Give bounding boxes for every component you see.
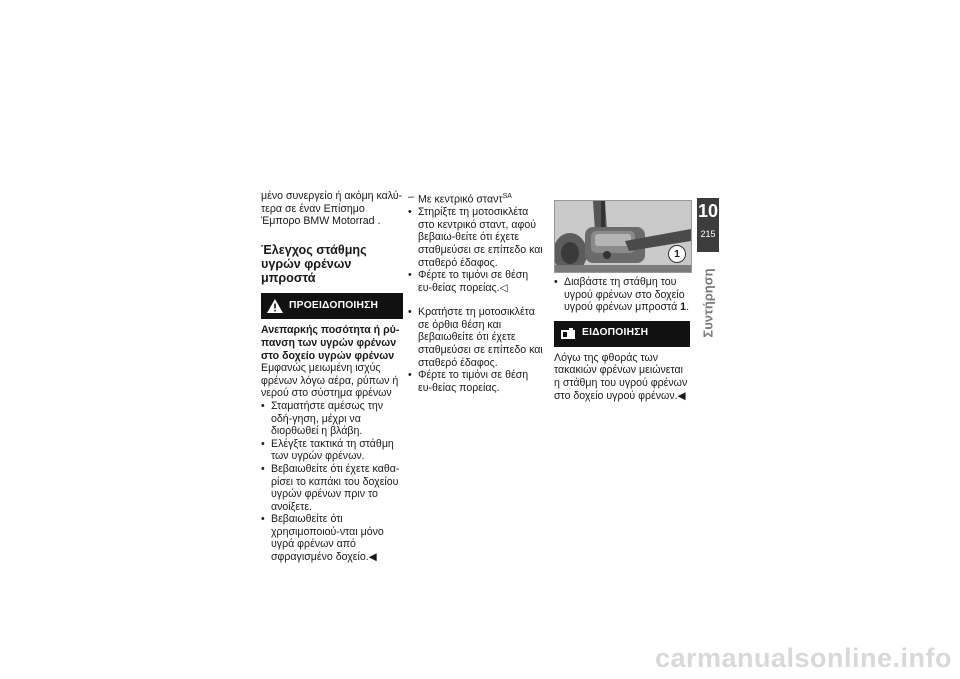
warning-label: ΠΡΟΕΙΔΟΠΟΙΗΣΗ <box>289 300 379 312</box>
warning-banner <box>261 293 403 319</box>
read-level-end: . <box>686 301 690 314</box>
list-item: • Φέρτε το τιμόνι σε θέση ευ-θείας πορείας.◁ <box>408 269 545 294</box>
read-level-text: Διαβάστε τη στάθμη του υγρού φρένων στο δοχείο υγρού φρένων μπροστά <box>564 276 685 314</box>
section-heading: Έλεγχος στάθμης υγρών φρένων μπροστά <box>261 242 367 286</box>
callout-ref: 1 <box>680 301 687 314</box>
page-number: 215 <box>700 229 716 239</box>
photo-illustration <box>555 201 691 272</box>
warning-body: Εμφανώς μειωμένη ισχύς φρένων λόγω αέρα, ρύπων ή νερού στο σύστημα φρένων <box>261 362 399 400</box>
notice-body: Λόγω της φθοράς των τακακιών φρένων μειώνεται η στάθμη του υγρού φρένων στο δοχείο υγρού φρένων.◀ <box>554 351 688 402</box>
brake-reservoir-photo <box>554 200 692 273</box>
chapter-tab <box>697 198 719 252</box>
notice-label: ΕΙΔΟΠΟΙΗΣΗ <box>582 327 649 339</box>
warning-bullets <box>261 400 403 564</box>
warning-triangle-icon <box>261 293 289 319</box>
list-item: • Φέρτε το τιμόνι σε θέση ευ-θείας πορείας. <box>408 369 545 394</box>
callout-1: 1 <box>668 245 686 263</box>
warning-bold-text: Ανεπαρκής ποσότητα ή ρύ-πανση των υγρών φρένων στο δοχείο υγρών φρένων <box>261 324 400 362</box>
sa-superscript: SA <box>502 193 512 200</box>
column-middle <box>408 191 545 394</box>
list-item: • Βεβαιωθείτε ότι έχετε καθα-ρίσει το καπάκι του δοχείου υγρών φρένων πριν το ανοίξετε. <box>261 463 403 513</box>
condition-list <box>408 191 545 206</box>
list-item: • Ελέγξτε τακτικά τη στάθμη των υγρών φρένων. <box>261 438 403 463</box>
notice-icon <box>554 321 582 347</box>
list-item: • Κρατήστε τη μοτοσικλέτα σε όρθια θέση και βεβαιωθείτε ότι έχετε σταθμεύσει σε επίπεδο και σταθερό έδαφος. <box>408 306 545 369</box>
step-list-1 <box>408 206 545 294</box>
step-list-2 <box>408 306 545 394</box>
column-left <box>261 190 403 564</box>
chapter-title-vertical <box>697 268 719 338</box>
list-item: • Βεβαιωθείτε ότι χρησιμοποιού-νται μόνο υγρά φρένων από σφραγισμένο δοχείο.◀ <box>261 513 403 563</box>
read-level-list <box>554 276 690 314</box>
column-right <box>554 276 690 402</box>
chapter-number: 10 <box>697 201 719 221</box>
list-item <box>408 191 545 206</box>
notice-banner <box>554 321 690 347</box>
list-item: • Στηρίξτε τη μοτοσικλέτα στο κεντρικό σταντ, αφού βεβαιω-θείτε ότι έχετε σταθμεύσει σε επίπεδο και σταθερό έδαφος. <box>408 206 545 269</box>
list-item: • Σταματήστε αμέσως την οδή-γηση, μέχρι να διορθωθεί η βλάβη. <box>261 400 403 438</box>
chapter-title: Συντήρηση <box>700 268 716 338</box>
condition-text: Με κεντρικό σταντ <box>418 193 503 206</box>
list-item <box>554 276 690 314</box>
watermark: carmanualsonline.info <box>654 643 952 673</box>
intro-text: μένο συνεργείο ή ακόμη καλύ-τερα σε έναν Επίσημο Έμπορο BMW Motorrad . <box>261 190 403 228</box>
